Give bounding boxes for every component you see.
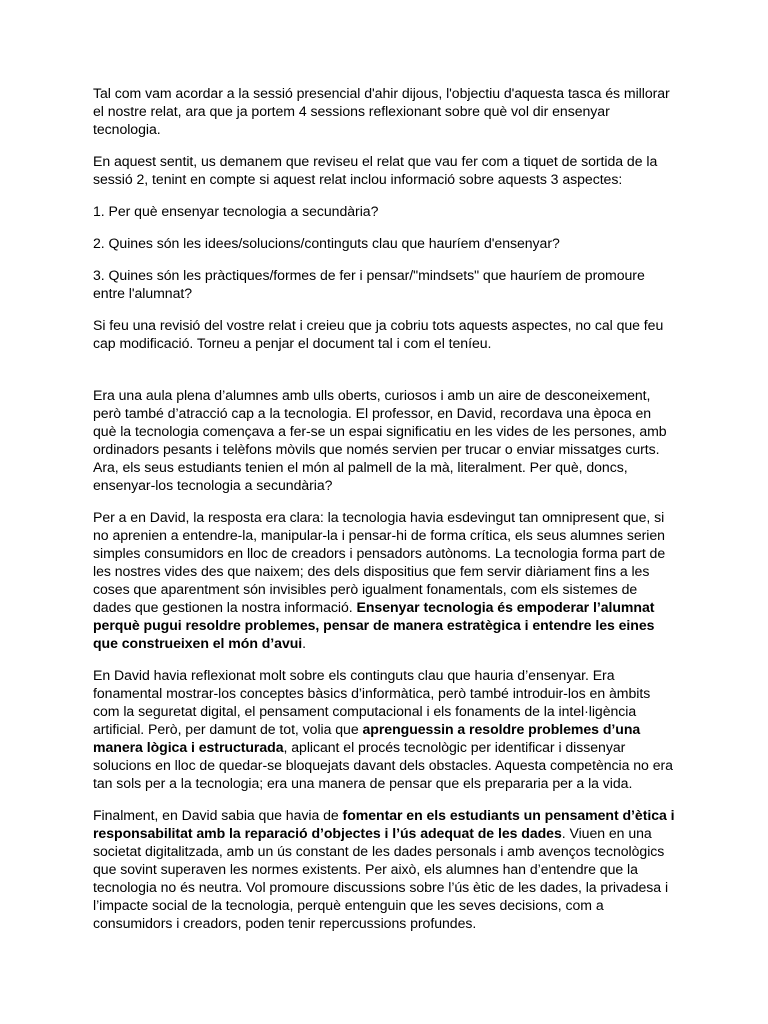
text-run: Si feu una revisió del vostre relat i creieu que ja cobriu tots aquests aspectes, no cal que feu cap modificació. Torneu a penjar el document tal i com el teníeu. xyxy=(93,317,664,351)
text-run: . Viuen en una societat digitalitzada, amb un ús constant de les dades personals i amb avenços tecnològics que sovint superaven les normes existents. Per això, els alumnes han d’entendre que la tecnologia no és neutra. Vol promoure discussions sobre l’ús ètic de les dades, la privadesa i l’impacte social de la tecnologia, perquè entenguin que les seves decisions, com a consumidors i creadors, poden tenir repercussions profundes. xyxy=(93,825,669,931)
bold-text: Ensenyar tecnologia és empoderar l’alumnat perquè pugui resoldre problemes, pensar de manera estratègica i entendre les eines que construeixen el món d’avui xyxy=(93,599,655,651)
question-2 xyxy=(93,234,675,252)
story-paragraph xyxy=(93,508,675,652)
text-run: 2. Quines són les idees/solucions/continguts clau que hauríem d'ensenyar? xyxy=(93,235,560,251)
question-1 xyxy=(93,202,675,220)
text-run: 3. Quines són les pràctiques/formes de fer i pensar/"mindsets" que hauríem de promoure entre l'alumnat? xyxy=(93,267,645,301)
text-run: Tal com vam acordar a la sessió presencial d'ahir dijous, l'objectiu d'aquesta tasca és millorar el nostre relat, ara que ja portem 4 sessions reflexionant sobre què vol dir ensenyar tecnologia. xyxy=(93,85,670,137)
text-run: , aplicant el procés tecnològic per identificar i dissenyar solucions en lloc de quedar-se bloquejats davant dels obstacles. Aquesta competència no era tan sols per a la tecnologia; era una manera de pensar que els prepararia per a la vida. xyxy=(93,739,673,791)
text-run: En David havia reflexionat molt sobre els continguts clau que hauria d’ensenyar. Era fonamental mostrar-los conceptes bàsics d’informàtica, però també introduir-los en àmbits com la seguretat digital, el pensament computacional i els fonaments de la intel·ligència artificial. Però, per damunt de tot, volia que xyxy=(93,667,651,737)
instruction-paragraph xyxy=(93,84,675,138)
bold-text: fomentar en els estudiants un pensament d’ètica i responsabilitat amb la reparació d’objectes i l’ús adequat de les dades xyxy=(93,807,675,841)
story-paragraph xyxy=(93,386,675,494)
text-run: Era una aula plena d’alumnes amb ulls oberts, curiosos i amb un aire de desconeixement, però també d’atracció cap a la tecnologia. El professor, en David, recordava una època en què la tecnologia començava a fer-se un espai significatiu en les vides de les persones, amb ordinadors pesants i telèfons mòvils que només servien per trucar o enviar missatges curts. Ara, els seus estudiants tenien el món al palmell de la mà, literalment. Per què, doncs, ensenyar-los tecnologia a secundària? xyxy=(93,387,667,493)
text-run: . xyxy=(302,635,307,651)
text-run: En aquest sentit, us demanem que reviseu el relat que vau fer com a tiquet de sortida de la sessió 2, tenint en compte si aquest relat inclou informació sobre aquests 3 aspectes: xyxy=(93,153,658,187)
instruction-paragraph xyxy=(93,316,675,352)
story-paragraph xyxy=(93,666,675,792)
text-run: Per a en David, la resposta era clara: la tecnologia havia esdevingut tan omnipresent que, si no aprenien a entendre-la, manipular-la i pensar-hi de forma crítica, els seus alumnes serien simples consumidors en lloc de creadors i pensadors autònoms. La tecnologia forma part de les nostres vides des que naixem; des dels dispositius que fem servir diàriament fins a les coses que aparentment són invisibles però igualment fonamentals, com els sistemes de dades que gestionen la nostra informació. xyxy=(93,509,666,615)
story-paragraph xyxy=(93,806,675,932)
text-run: 1. Per què ensenyar tecnologia a secundària? xyxy=(93,203,379,219)
instructions-section xyxy=(93,84,675,352)
text-run: Finalment, en David sabia que havia de xyxy=(93,807,343,823)
instruction-paragraph xyxy=(93,152,675,188)
story-section xyxy=(93,386,675,932)
question-3 xyxy=(93,266,675,302)
bold-text: aprenguessin a resoldre problemes d’una manera lògica i estructurada xyxy=(93,721,641,755)
